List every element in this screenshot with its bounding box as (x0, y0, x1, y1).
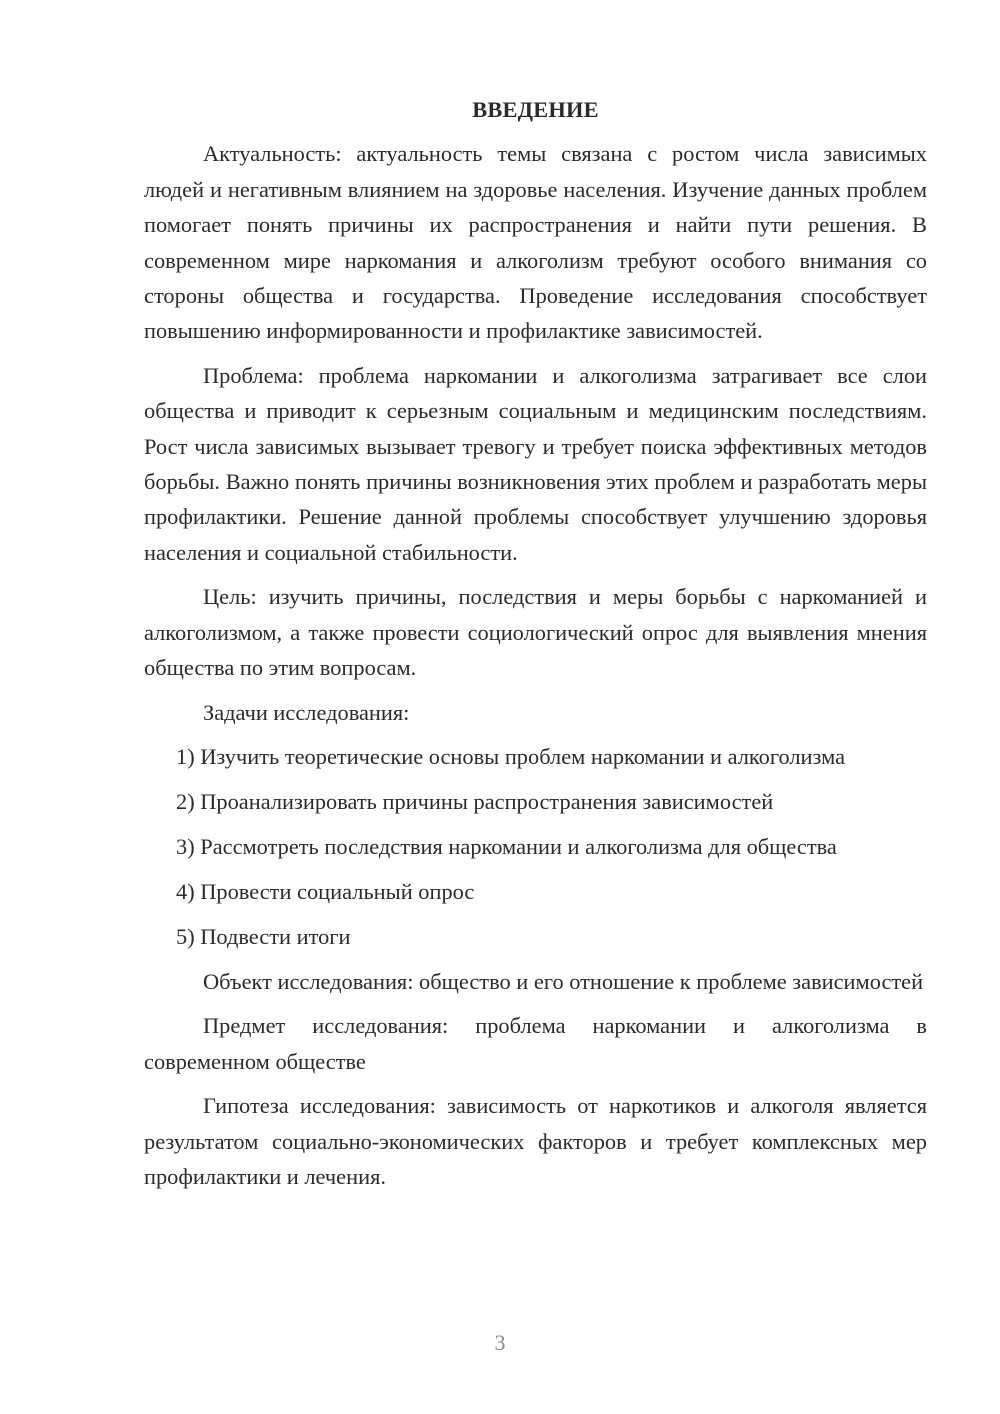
hypothesis-paragraph: Гипотеза исследования: зависимость от наркотиков и алкоголя является результатом социально-экономических факторов и требует комплексных мер профилактики и лечения. (144, 1093, 927, 1189)
task-item: 4) Провести социальный опрос (176, 878, 475, 904)
task-item: 1) Изучить теоретические основы проблем наркомании и алкоголизма (176, 743, 846, 769)
tasks-list (144, 739, 927, 954)
document-body (144, 92, 927, 1203)
page-number: 3 (494, 1330, 506, 1355)
task-item: 3) Рассмотреть последствия наркомании и алкоголизма для общества (176, 833, 837, 859)
object-paragraph: Объект исследования: общество и его отношение к проблеме зависимостей (203, 968, 924, 994)
goal-paragraph: Цель: изучить причины, последствия и меры борьбы с наркоманией и алкоголизмом, а также провести социологический опрос для выявления мнения общества по этим вопросам. (144, 584, 927, 681)
tasks-heading: Задачи исследования: (203, 699, 410, 725)
section-title: ВВЕДЕНИЕ (472, 97, 599, 122)
problem-paragraph: Проблема: проблема наркомании и алкоголизма затрагивает все слои общества и приводит к серьезным социальным и медицинским последствиям. Рост числа зависимых вызывает тревогу и требует поиска эффективных методов борьбы. Важно понять причины возникновения этих проблем и разработать меры профилактики. Решение данной проблемы способствует улучшению здоровья населения и социальной стабильности. (144, 362, 927, 565)
task-item: 5) Подвести итоги (176, 923, 351, 949)
relevance-paragraph: Актуальность: актуальность темы связана с ростом числа зависимых людей и негативным влиянием на здоровье населения. Изучение данных проблем помогает понять причины их распространения и найти пути решения. В современном мире наркомания и алкоголизм требуют особого внимания со стороны общества и государства. Проведение исследования способствует повышению информированности и профилактике зависимостей. (144, 141, 927, 344)
task-item: 2) Проанализировать причины распространения зависимостей (176, 788, 774, 814)
subject-paragraph: Предмет исследования: проблема наркомании и алкоголизма в современном обществе (144, 1013, 927, 1074)
